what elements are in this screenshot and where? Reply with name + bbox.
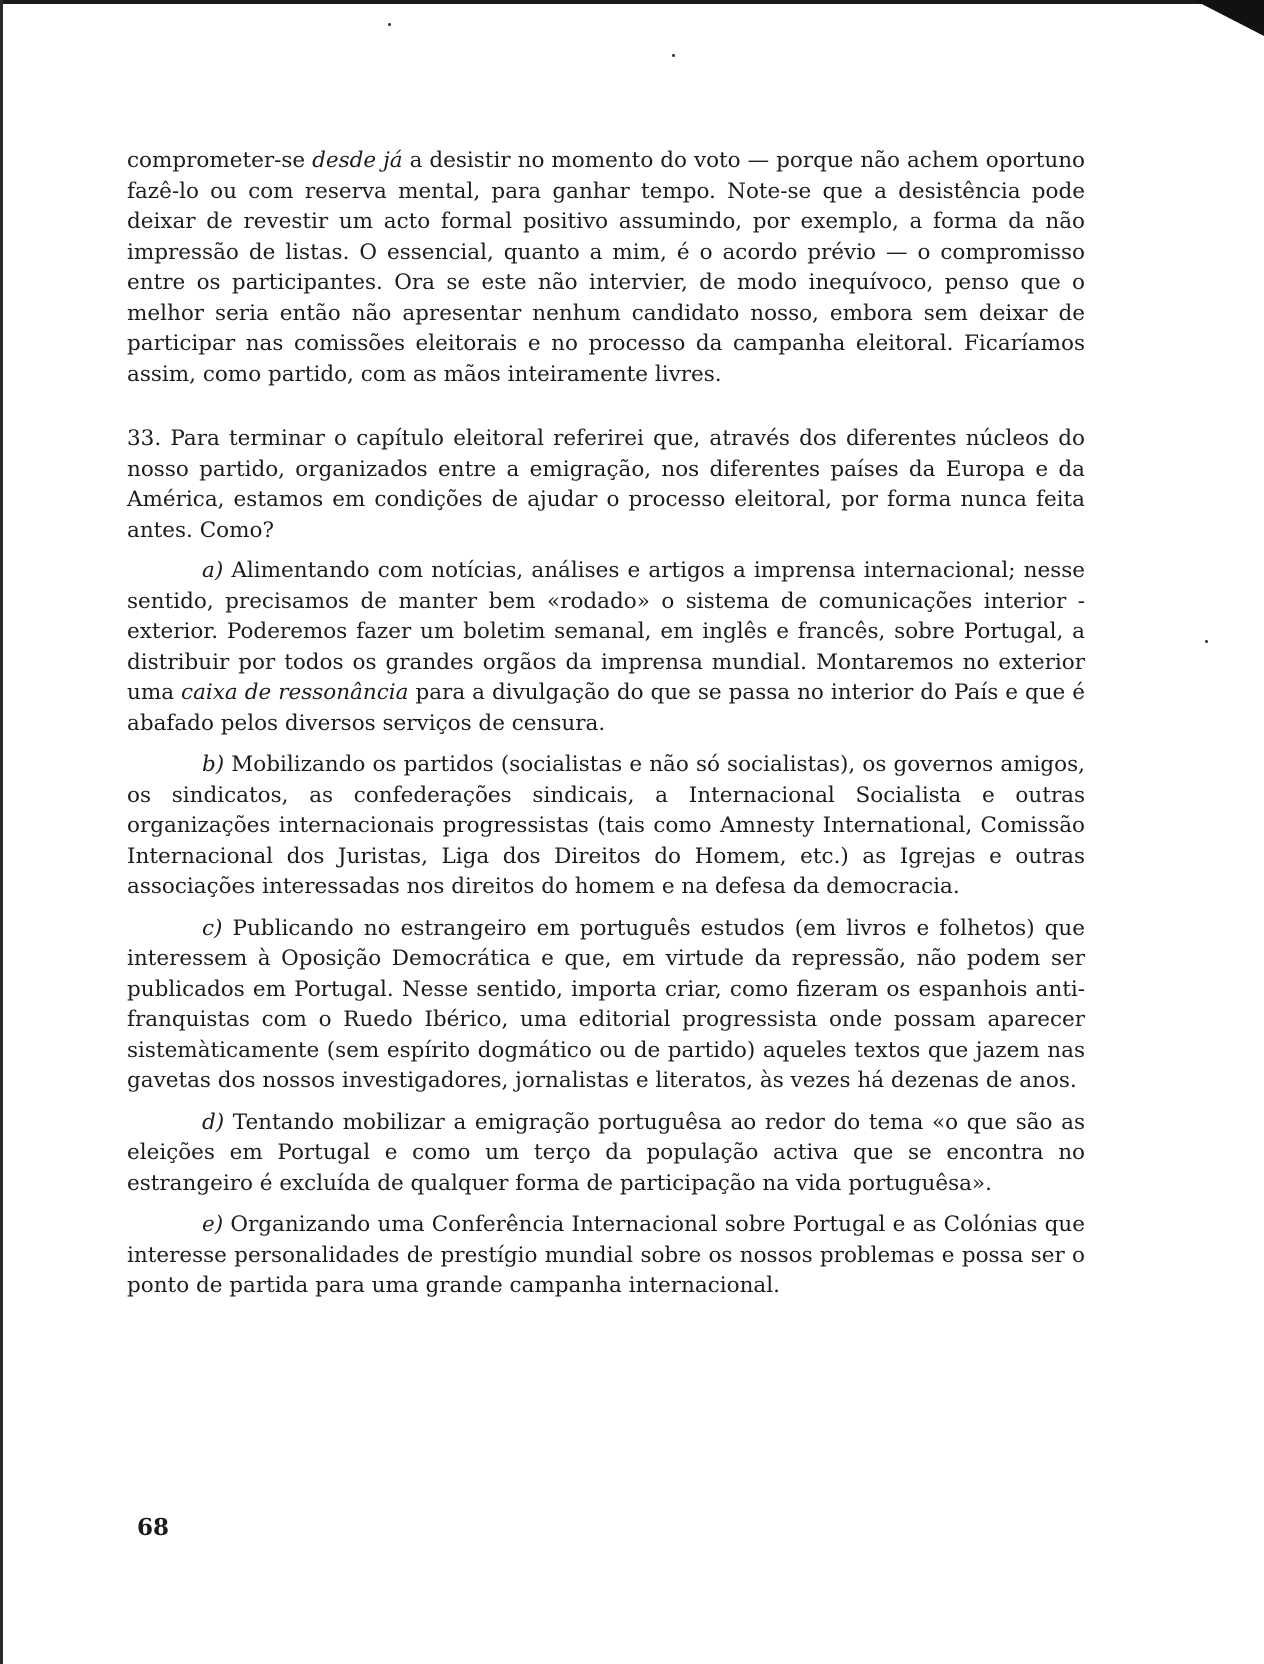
item-marker: d)	[202, 1109, 225, 1135]
page-body	[127, 146, 1085, 1313]
scan-speck	[388, 23, 391, 26]
item-text: Alimentando com notícias, análises e artigos a imprensa internacional; nesse sentido, precisamos de manter bem «rodado» o sistema de comunicações interior - exterior. Poderemos fazer um boletim semanal, em inglês e francês, sobre Portugal, a distribuir por todos os grandes orgãos da imprensa mundial. Montaremos no exterior uma	[127, 558, 1085, 705]
item-marker: a)	[202, 558, 224, 583]
emphasis-text: caixa de ressonância	[181, 680, 409, 705]
paragraph-continuation	[127, 146, 1085, 390]
item-text: Mobilizando os partidos (socialistas e não só socialistas), os governos amigos, os sindicatos, as confederações sindicais, a Internacional Socialista e outras organizações internacionais progressistas (tais como Amnesty International, Comissão Internacional dos Juristas, Liga dos Direitos do Homem, etc.) as Igrejas e outras associações interessadas nos direitos do homem e na defesa da democracia.	[127, 752, 1085, 899]
paragraph-text: a desistir no momento do voto — porque não achem oportuno fazê-lo ou com reserva mental, para ganhar tempo. Note-se que a desistência pode deixar de revestir um acto formal positivo assumindo, por exemplo, a forma da não impressão de listas. O essencial, quanto a mim, é o acordo prévio — o compromisso entre os participantes. Ora se este não intervier, de modo inequívoco, penso que o melhor seria então não apresentar nenhum candidato nosso, embora sem deixar de participar nas comissões eleitorais e no processo da campanha eleitoral. Ficaríamos assim, como partido, com as mãos inteiramente livres.	[127, 148, 1086, 387]
scan-speck	[1205, 640, 1208, 643]
item-marker: c)	[202, 915, 223, 941]
paragraph-33: 33. Para terminar o capítulo eleitoral referirei que, através dos diferentes núcleos do nosso partido, organizados entre a emigração, nos diferentes países da Europa e da América, estamos em condições de ajudar o processo eleitoral, por forma nunca feita antes. Como?	[127, 426, 1085, 543]
list-item-a	[127, 556, 1085, 739]
item-marker: e)	[202, 1212, 224, 1237]
scan-top-border	[0, 0, 1264, 4]
page-number: 68	[137, 1514, 170, 1541]
paragraph-text: comprometer-se	[127, 148, 313, 173]
list-item-b	[127, 750, 1085, 903]
scan-corner-mark	[1194, 0, 1264, 36]
item-text: Publicando no estrangeiro em português estudos (em livros e folhetos) que interessem à Oposição Democrática e que, em virtude da repressão, não podem ser publicados em Portugal. Nesse sentido, importa criar, como fizeram os espanhois anti-franquistas com o Ruedo Ibérico, uma editorial progressista onde possam aparecer sistemàticamente (sem espírito dogmático ou de partido) aqueles textos que jazem nas gavetas dos nossos investigadores, jornalistas e literatos, às vezes há dezenas de anos.	[127, 915, 1085, 1093]
item-text: para a divulgação do que se passa no interior do País e que é abafado pelos diversos serviços de censura.	[127, 680, 1085, 736]
scan-left-border	[0, 0, 3, 1664]
item-marker: b)	[202, 752, 225, 777]
list-item-d	[127, 1108, 1085, 1200]
list-item-e	[127, 1210, 1085, 1302]
item-text: Organizando uma Conferência Internacional sobre Portugal e as Colónias que interesse personalidades de prestígio mundial sobre os nossos problemas e possa ser o ponto de partida para uma grande campanha internacional.	[127, 1212, 1085, 1298]
scan-speck	[672, 54, 675, 57]
emphasis-text: desde já	[312, 148, 403, 173]
list-item-c	[127, 914, 1085, 1097]
item-text: Tentando mobilizar a emigração portuguêsa ao redor do tema «o que são as eleições em Portugal e como um terço da população activa que se encontra no estrangeiro é excluída de qualquer forma de participação na vida portuguêsa».	[127, 1109, 1085, 1196]
